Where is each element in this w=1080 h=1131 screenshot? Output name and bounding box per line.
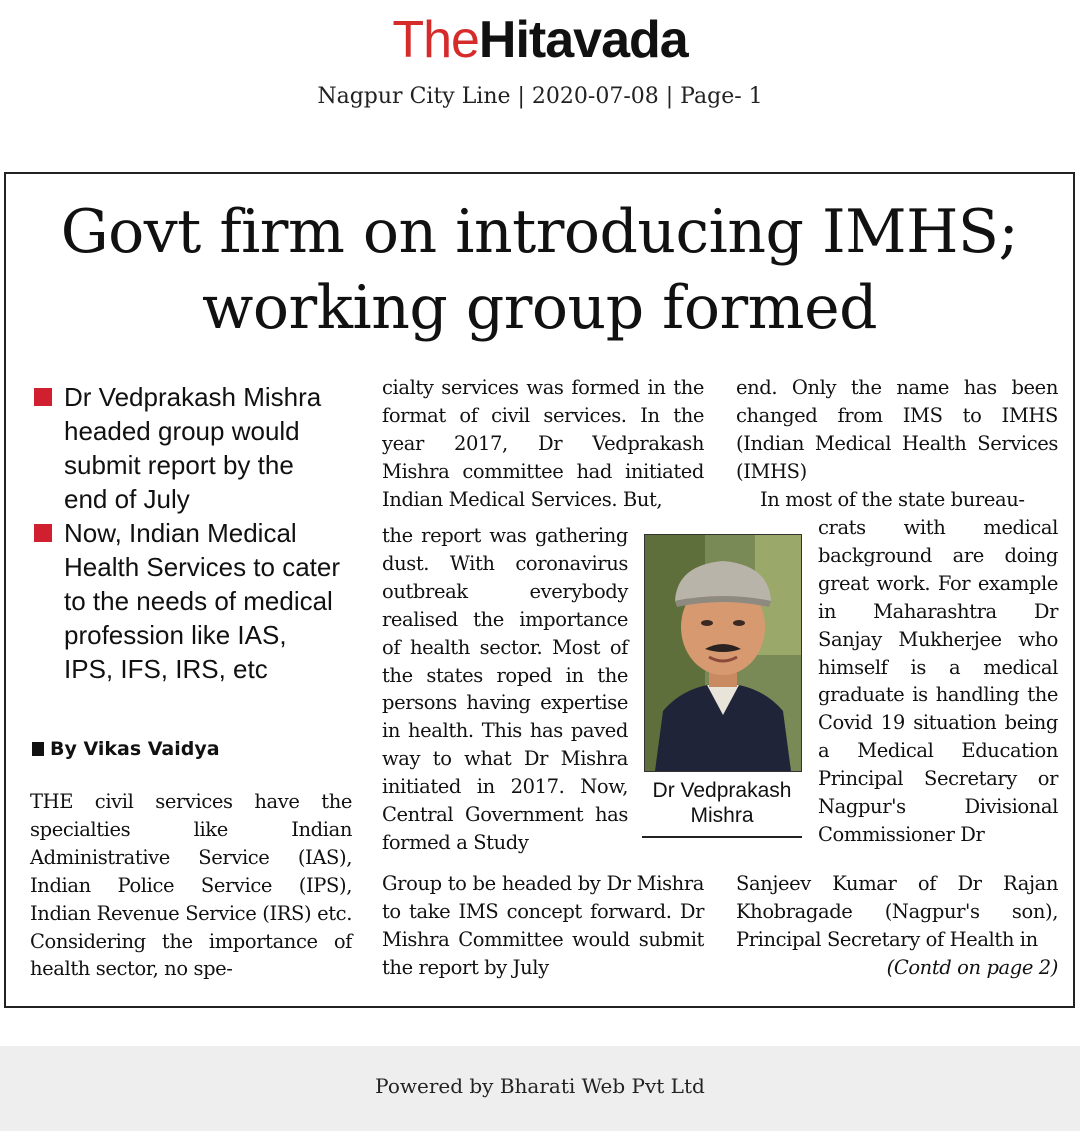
masthead (0, 10, 1080, 109)
bullet-text: Dr Vedprakash Mishra headed group would submit report by the end of July (64, 382, 322, 514)
article-clipping (4, 172, 1075, 1008)
bullet-point (32, 380, 342, 516)
portrait-photo (644, 534, 802, 772)
headline (6, 194, 1073, 346)
paragraph: end. Only the name has been changed from IMS to IMHS (Indian Medical Health Services (IMHS) (736, 376, 1058, 483)
caption-line-1: Dr Vedprakash (652, 779, 792, 802)
column-3-top (736, 374, 1058, 514)
paragraph: Group to be headed by Dr Mishra to take IMS concept forward. Dr Mishra Committee would submit the report by July (382, 872, 704, 979)
highlight-bullets (32, 380, 342, 686)
red-square-icon (34, 388, 52, 406)
paragraph: the report was gathering dust. With coronavirus outbreak everybody realised the importance of health sector. Most of the states roped in the persons having expertise in health. This has paved way to what Dr Mishra initiated in 2017. Now, Central Government has formed a Study (382, 524, 628, 854)
portrait-illustration (645, 535, 801, 771)
byline-author: By Vikas Vaidya (50, 738, 220, 760)
edition-line: Nagpur City Line | 2020-07-08 | Page- 1 (317, 84, 763, 109)
photo-caption (636, 778, 808, 828)
paragraph: THE civil services have the specialties like Indian Administrative Service (IAS), Indian Police Service (IPS), Indian Revenue Service (IRS) etc. Considering the importance of health sector, no spe- (30, 790, 352, 981)
column-2-bottom (382, 870, 704, 982)
bullet-text: Now, Indian Medical Health Services to cater to the needs of medical profession like IAS, IPS, IFS, IRS, etc (64, 518, 341, 684)
paragraph: In most of the state bureau- (760, 487, 1025, 511)
column-3-wrap (818, 514, 1058, 849)
column-3-bottom (736, 870, 1058, 982)
paragraph: crats with medical background are doing great work. For example in Maharashtra Dr Sanjay Mukherjee who himself is a medical graduate is handling the Covid 19 situation being a Medical Education Principal Secretary or Nagpur's Divisional Commissioner Dr (818, 516, 1058, 846)
footer-bar (0, 1046, 1080, 1131)
headline-line-2: working group formed (202, 273, 877, 343)
powered-by-text[interactable]: Powered by Bharati Web Pvt Ltd (375, 1074, 705, 1098)
headline-line-1: Govt firm on introducing IMHS; (60, 197, 1019, 267)
paragraph: cialty services was formed in the format of civil services. In the year 2017, Dr Vedprakash Mishra committee had initiated Indian Medical Services. But, (382, 376, 704, 511)
column-1-text (30, 788, 352, 983)
newspaper-logo[interactable] (0, 10, 1080, 70)
caption-divider (642, 836, 802, 838)
paragraph: Sanjeev Kumar of Dr Rajan Khobragade (Nagpur's son), Principal Secretary of Health in (736, 872, 1058, 951)
red-square-icon (34, 524, 52, 542)
bullet-point (32, 516, 342, 686)
logo-hitavada: Hitavada (478, 11, 688, 69)
column-2-wrap (382, 522, 628, 857)
continued-note[interactable]: (Contd on page 2) (886, 955, 1058, 979)
black-square-icon (32, 742, 44, 756)
byline (32, 738, 220, 760)
caption-line-2: Mishra (690, 804, 754, 827)
column-2-top (382, 374, 704, 514)
logo-the: The (392, 11, 479, 69)
